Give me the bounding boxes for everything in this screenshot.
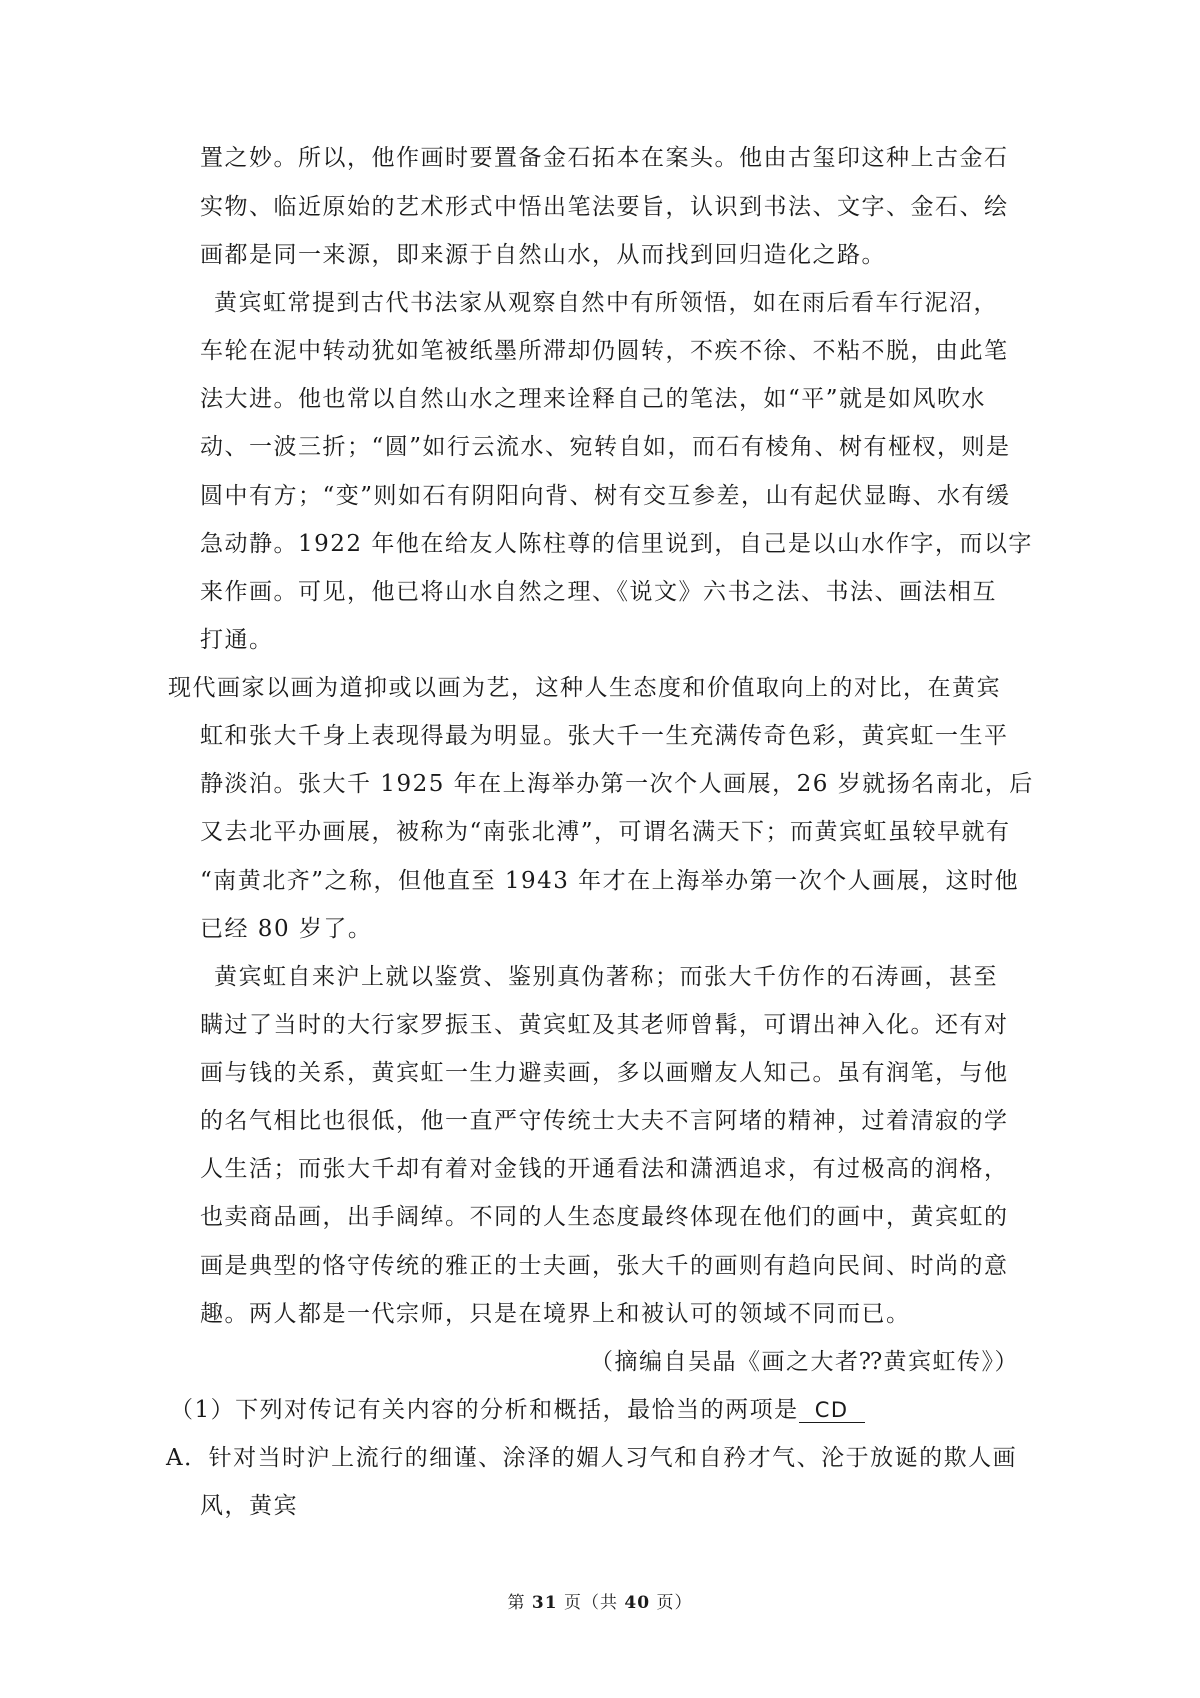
question-text: （1）下列对传记有关内容的分析和概括，最恰当的两项是 bbox=[170, 1397, 799, 1423]
paragraph-line: 圆中有方；“变”则如石有阴阳向背、树有交互参差，山有起伏显晦、水有缓 bbox=[200, 483, 1011, 509]
paragraph-line: 又去北平办画展，被称为“南张北溥”，可谓名满天下；而黄宾虹虽较早就有 bbox=[200, 819, 1011, 845]
paragraph-line: “南黄北齐”之称，但他直至 1943 年才在上海举办第一次个人画展，这时他 bbox=[200, 868, 1020, 894]
option-a-line: A．针对当时沪上流行的细谨、涂泽的媚人习气和自矜才气、沦于放诞的欺人画 bbox=[166, 1445, 1018, 1471]
paragraph-line: 法大进。他也常以自然山水之理来诠释自己的笔法，如“平”就是如风吹水 bbox=[200, 386, 987, 412]
paragraph-line: 现代画家以画为道抑或以画为艺，这种人生态度和价值取向上的对比，在黄宾 bbox=[168, 675, 1001, 701]
paragraph-line: 画与钱的关系，黄宾虹一生力避卖画，多以画赠友人知己。虽有润笔，与他 bbox=[200, 1060, 1009, 1086]
paragraph-line: 人生活；而张大千却有着对金钱的开通看法和潇洒追求，有过极高的润格， bbox=[200, 1156, 1009, 1182]
paragraph-line: 车轮在泥中转动犹如笔被纸墨所滞却仍圆转，不疾不徐、不粘不脱，由此笔 bbox=[200, 338, 1009, 364]
paragraph-line: 虹和张大千身上表现得最为明显。张大千一生充满传奇色彩，黄宾虹一生平 bbox=[200, 723, 1009, 749]
paragraph-line: 实物、临近原始的艺术形式中悟出笔法要旨，认识到书法、文字、金石、绘 bbox=[200, 194, 1009, 220]
paragraph-line: 动、一波三折；“圆”如行云流水、宛转自如，而石有棱角、树有桠杈，则是 bbox=[200, 434, 1011, 460]
paragraph-line: 黄宾虹常提到古代书法家从观察自然中有所领悟，如在雨后看车行泥沼， bbox=[214, 290, 998, 316]
paragraph-line: 瞒过了当时的大行家罗振玉、黄宾虹及其老师曾髯，可谓出神入化。还有对 bbox=[200, 1012, 1009, 1038]
paragraph-line: 置之妙。所以，他作画时要置备金石拓本在案头。他由古玺印这种上古金石 bbox=[200, 145, 1009, 171]
paragraph-line: 黄宾虹自来沪上就以鉴赏、鉴别真伪著称；而张大千仿作的石涛画，甚至 bbox=[214, 964, 998, 990]
paragraph-line: 急动静。1922 年他在给友人陈柱尊的信里说到，自己是以山水作字，而以字 bbox=[200, 531, 1033, 557]
answer-blank: CD bbox=[799, 1398, 865, 1423]
footer-prefix: 第 bbox=[507, 1593, 526, 1613]
footer-total-pages: 40 bbox=[624, 1593, 651, 1613]
paragraph-line: 静淡泊。张大千 1925 年在上海举办第一次个人画展，26 岁就扬名南北，后 bbox=[200, 771, 1034, 797]
option-a-line: 风，黄宾 bbox=[200, 1493, 298, 1519]
source-citation: （摘编自吴晶《画之大者⁇黄宾虹传》） bbox=[590, 1349, 1019, 1375]
footer-mid: 页（共 bbox=[564, 1593, 618, 1613]
paragraph-line: 的名气相比也很低，他一直严守传统士大夫不言阿堵的精神，过着清寂的学 bbox=[200, 1108, 1009, 1134]
paragraph-line: 也卖商品画，出手阔绰。不同的人生态度最终体现在他们的画中，黄宾虹的 bbox=[200, 1204, 1009, 1230]
question-1 bbox=[170, 1395, 865, 1425]
footer-suffix: 页） bbox=[656, 1593, 693, 1613]
page-footer bbox=[0, 1588, 1200, 1613]
paragraph-line: 画是典型的恪守传统的雅正的士夫画，张大千的画则有趋向民间、时尚的意 bbox=[200, 1253, 1009, 1279]
paragraph-line: 来作画。可见，他已将山水自然之理、《说文》六书之法、书法、画法相互 bbox=[200, 579, 997, 605]
paragraph-line: 画都是同一来源，即来源于自然山水，从而找到回归造化之路。 bbox=[200, 242, 886, 268]
paragraph-line: 已经 80 岁了。 bbox=[200, 916, 373, 942]
paragraph-line: 打通。 bbox=[200, 627, 274, 653]
footer-page-number: 31 bbox=[531, 1593, 558, 1613]
paragraph-line: 趣。两人都是一代宗师，只是在境界上和被认可的领域不同而已。 bbox=[200, 1301, 911, 1327]
